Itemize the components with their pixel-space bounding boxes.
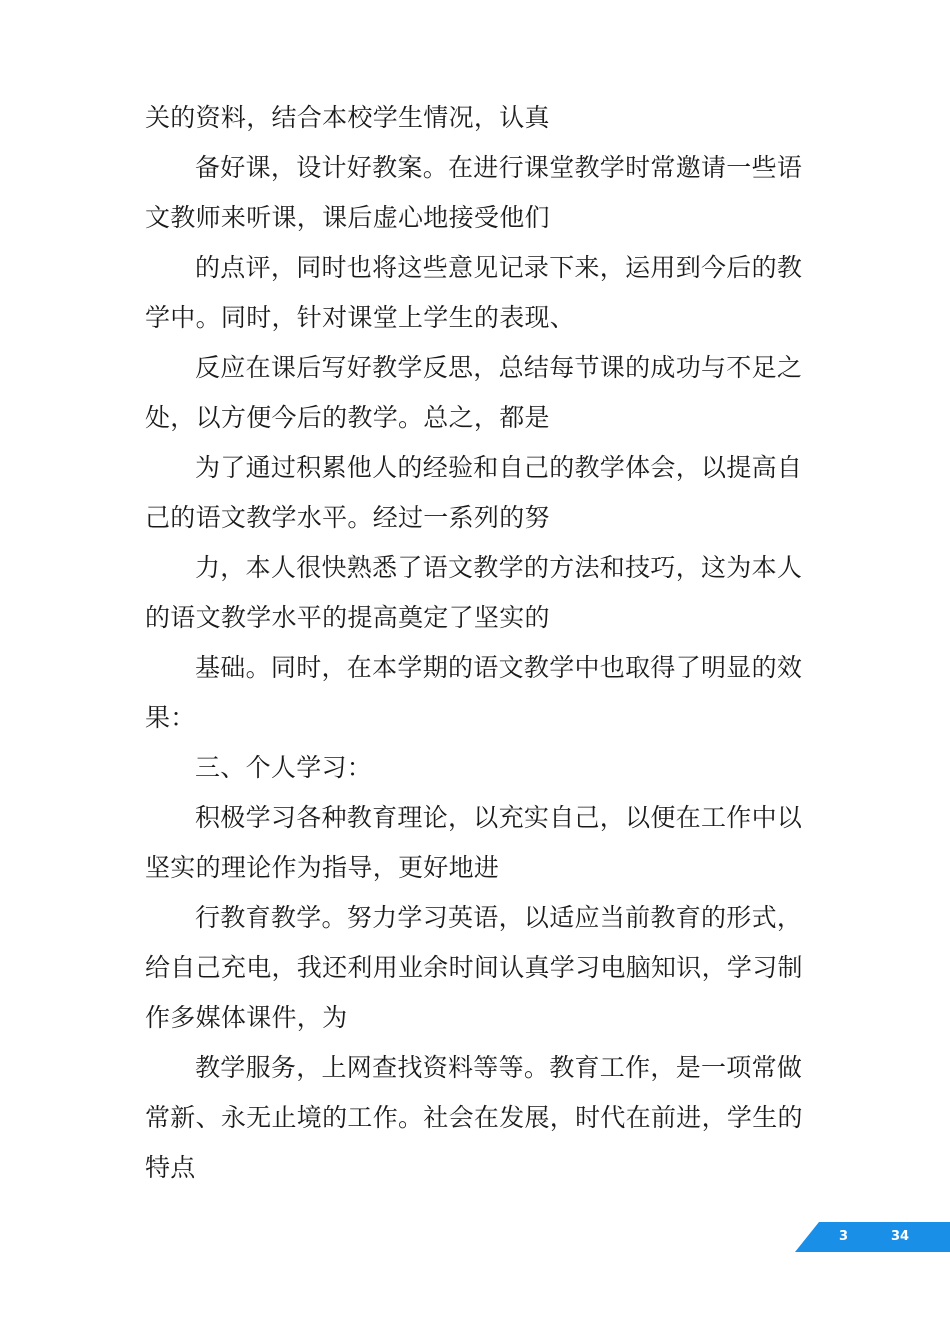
total-page-count: 34 — [891, 1229, 910, 1244]
text-line: 己的语文教学水平。经过一系列的努 — [145, 503, 550, 532]
text-line: 特点 — [145, 1153, 196, 1182]
text-line: 行教育教学。努力学习英语，以适应当前教育的形式， — [195, 903, 803, 932]
text-line: 关的资料，结合本校学生情况，认真 — [145, 103, 550, 132]
text-line: 学中。同时，针对课堂上学生的表现、 — [145, 303, 576, 332]
text-line: 的点评，同时也将这些意见记录下来，运用到今后的教 — [195, 253, 803, 282]
text-line: 为了通过积累他人的经验和自己的教学体会，以提高自 — [195, 453, 803, 482]
page-badge-shape — [795, 1222, 950, 1252]
current-page-number: 3 — [839, 1229, 849, 1244]
text-line: 基础。同时，在本学期的语文教学中也取得了明显的效 — [195, 653, 803, 682]
text-line: 备好课，设计好教案。在进行课堂教学时常邀请一些语 — [195, 153, 803, 182]
text-line: 处，以方便今后的教学。总之，都是 — [145, 403, 550, 432]
text-line: 积极学习各种教育理论，以充实自己，以便在工作中以 — [195, 803, 803, 832]
text-line: 常新、永无止境的工作。社会在发展，时代在前进，学生的 — [145, 1103, 803, 1132]
text-line: 给自己充电，我还利用业余时间认真学习电脑知识，学习制 — [145, 953, 803, 982]
text-line: 果： — [145, 703, 196, 732]
page-number-badge — [795, 1222, 950, 1252]
text-line: 教学服务，上网查找资料等等。教育工作，是一项常做 — [195, 1053, 803, 1082]
text-line: 文教师来听课，课后虚心地接受他们 — [145, 203, 550, 232]
text-line: 力，本人很快熟悉了语文教学的方法和技巧，这为本人 — [195, 553, 803, 582]
section-heading: 三、个人学习： — [195, 753, 373, 782]
text-line: 的语文教学水平的提高奠定了坚实的 — [145, 603, 550, 632]
text-line: 反应在课后写好教学反思，总结每节课的成功与不足之 — [195, 353, 803, 382]
text-line: 作多媒体课件，为 — [145, 1003, 348, 1032]
text-line: 坚实的理论作为指导，更好地进 — [145, 853, 500, 882]
